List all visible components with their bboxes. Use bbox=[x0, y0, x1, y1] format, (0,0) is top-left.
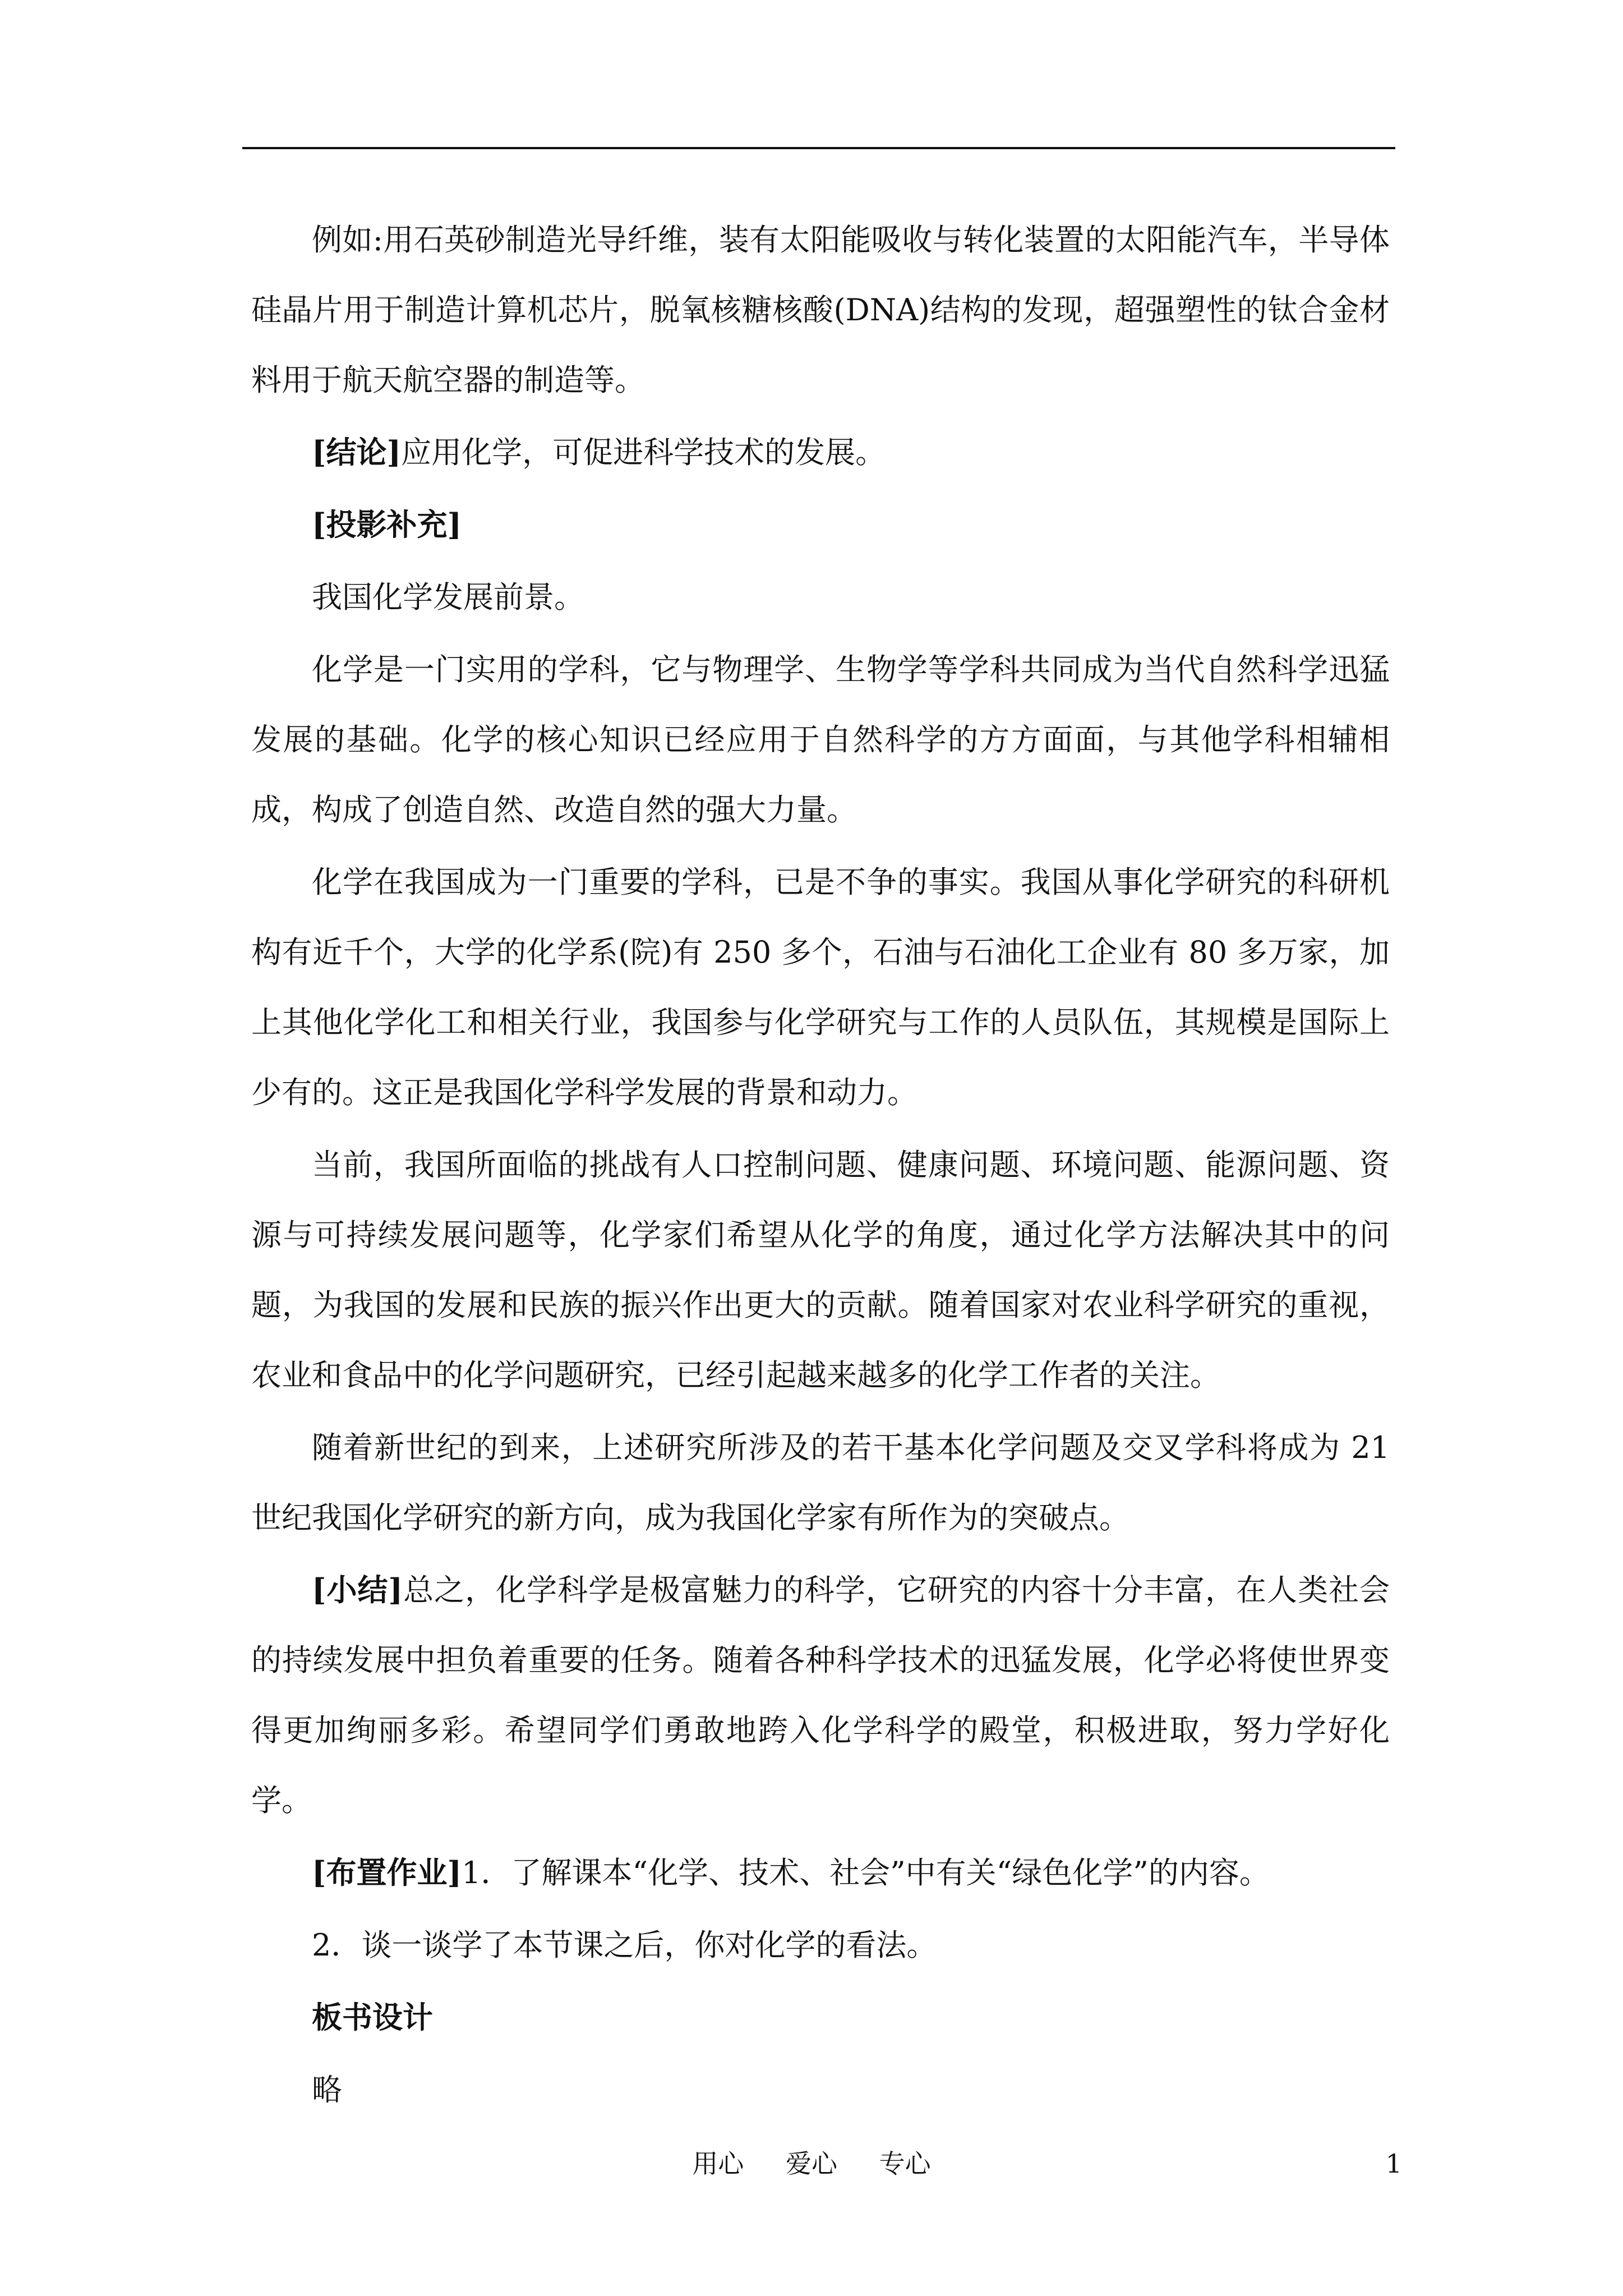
paragraph-chemistry-in-china: 化学在我国成为一门重要的学科，已是不争的事实。我国从事化学研究的科研机构有近千个，大学的化学系(院)有 250 多个，石油与石油化工企业有 80 多万家，加上其他化学化工和相关行业，我国参与化学研究与工作的人员队伍，其规模是国际上少有的。这正是我国化学科学发展的背景和动力。 bbox=[251, 864, 1390, 1110]
paragraph-new-century: 随着新世纪的到来，上述研究所涉及的若干基本化学问题及交叉学科将成为 21 世纪我国化学研究的新方向，成为我国化学家有所作为的突破点。 bbox=[251, 1430, 1390, 1535]
paragraph-board-design bbox=[251, 1982, 1390, 2053]
label-projection: [投影补充] bbox=[312, 507, 462, 542]
paragraph-homework-1: [布置作业]1．了解课本“化学、技术、社会”中有关“绿色化学”的内容。 bbox=[312, 1855, 1270, 1890]
label-board-design: 板书设计 bbox=[312, 1999, 433, 2035]
paragraph-conclusion: [结论]应用化学，可促进科学技术的发展。 bbox=[312, 434, 886, 470]
label-homework: [布置作业] bbox=[312, 1855, 462, 1890]
document-body bbox=[251, 205, 1390, 2125]
paragraph-omitted: 略 bbox=[312, 2072, 342, 2108]
paragraph-example: 例如:用石英砂制造光导纤维，装有太阳能吸收与转化装置的太阳能汽车，半导体硅晶片用于制造计算机芯片，脱氧核糖核酸(DNA)结构的发现，超强塑性的钛合金材料用于航天航空器的制造等。 bbox=[251, 222, 1390, 398]
paragraph-projection bbox=[251, 490, 1390, 560]
paragraph-summary: [小结]总之，化学科学是极富魅力的科学，它研究的内容十分丰富，在人类社会的持续发展中担负着重要的任务。随着各种科学技术的迅猛发展，化学必将使世界变得更加绚丽多彩。希望同学们勇敢地跨入化学科学的殿堂，积极进取，努力学好化学。 bbox=[251, 1572, 1390, 1818]
paragraph-prospect-title: 我国化学发展前景。 bbox=[312, 579, 584, 615]
label-conclusion: [结论] bbox=[312, 434, 402, 470]
header-rule bbox=[242, 147, 1395, 149]
label-summary: [小结] bbox=[312, 1572, 403, 1608]
paragraph-challenges: 当前，我国所面临的挑战有人口控制问题、健康问题、环境问题、能源问题、资源与可持续发展问题等，化学家们希望从化学的角度，通过化学方法解决其中的问题，为我国的发展和民族的振兴作出更大的贡献。随着国家对农业科学研究的重视，农业和食品中的化学问题研究，已经引起越来越多的化学工作者的关注。 bbox=[251, 1147, 1390, 1393]
paragraph-chemistry-foundation: 化学是一门实用的学科，它与物理学、生物学等学科共同成为当代自然科学迅猛发展的基础。化学的核心知识已经应用于自然科学的方方面面，与其他学科相辅相成，构成了创造自然、改造自然的强大力量。 bbox=[251, 652, 1390, 827]
paragraph-homework-2: 2．谈一谈学了本节课之后，你对化学的看法。 bbox=[312, 1927, 937, 1963]
footer-motto: 用心 爱心 专心 bbox=[692, 2148, 931, 2179]
page-number: 1 bbox=[1385, 2148, 1402, 2179]
